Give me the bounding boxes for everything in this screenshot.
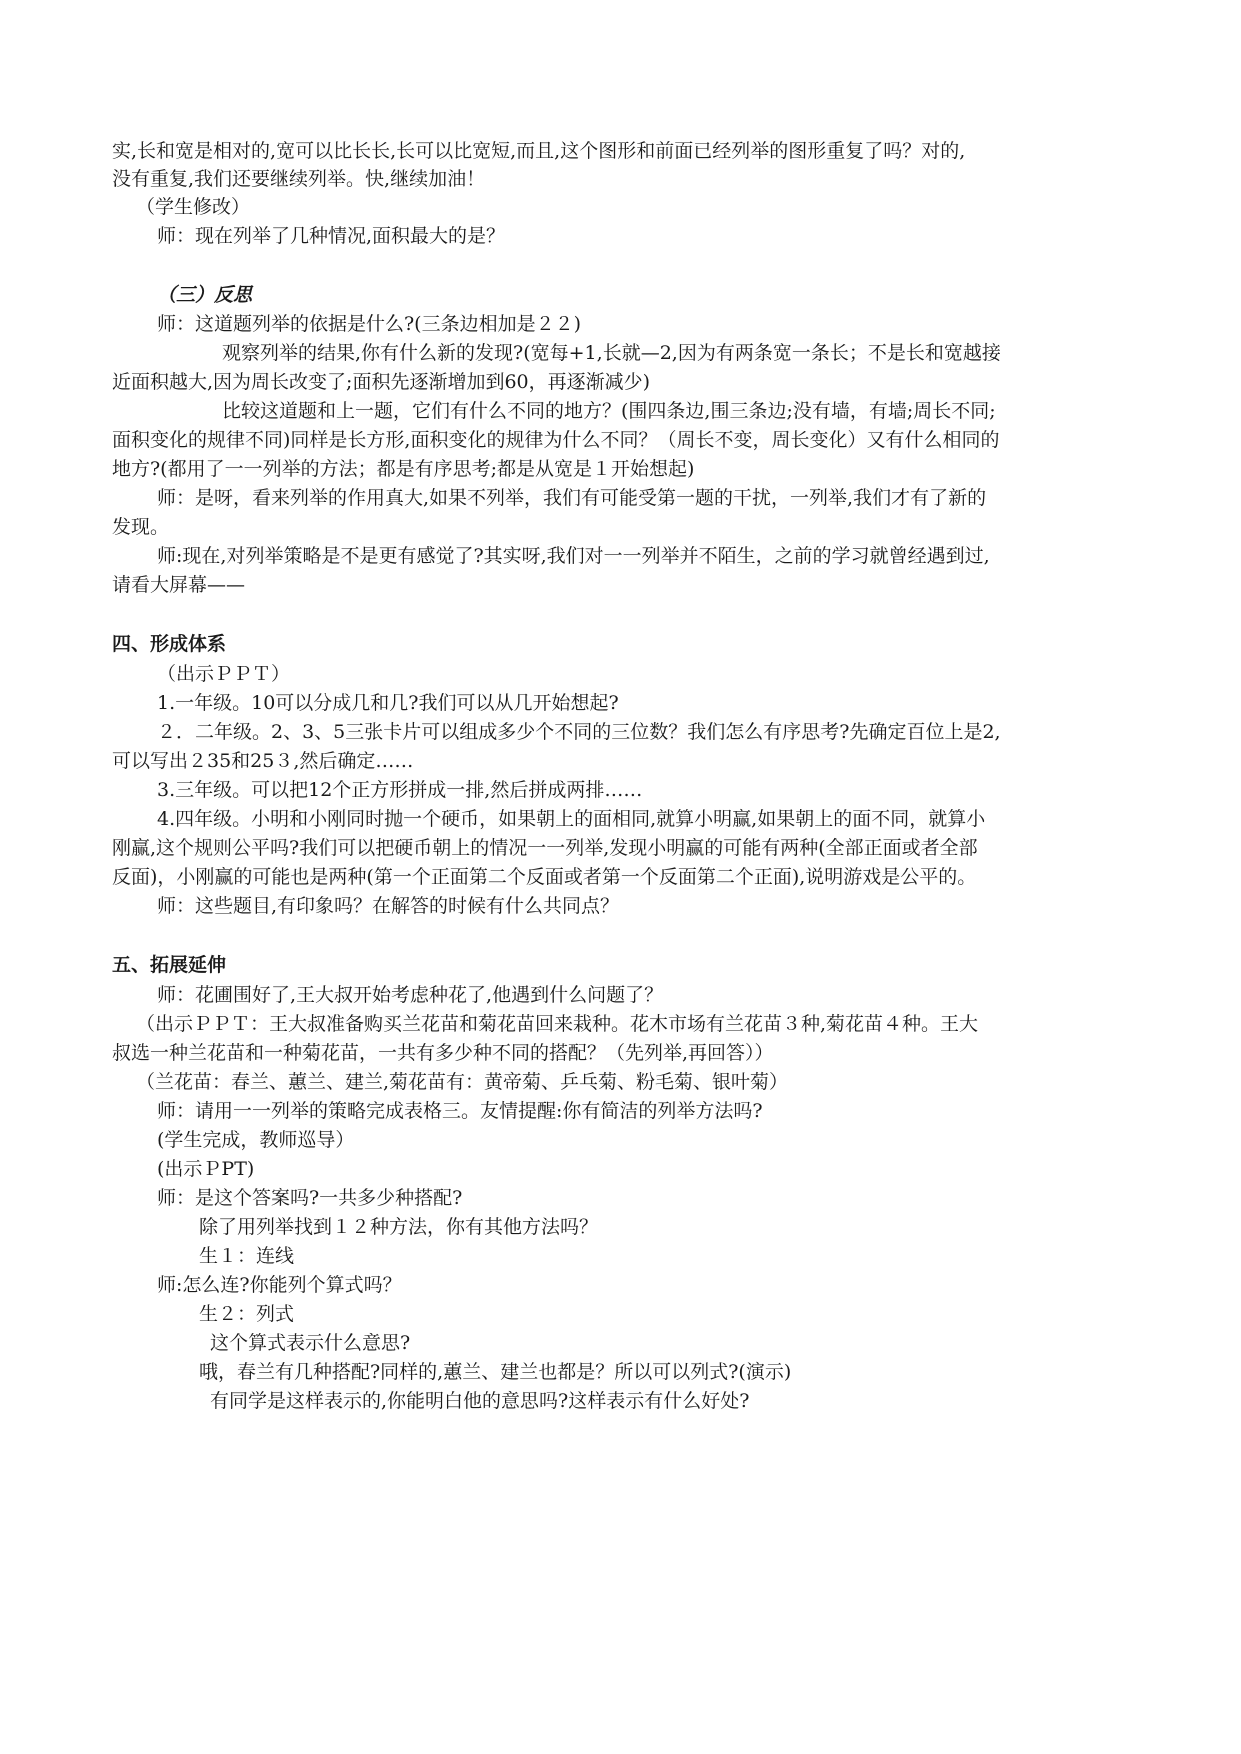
para-line: （学生修改） (136, 196, 251, 218)
para-line: (学生完成，教师巡导） (157, 1129, 355, 1151)
para-line: 师：花圃围好了,王大叔开始考虑种花了,他遇到什么问题了？ (157, 984, 664, 1006)
para-line: 近面积越大,因为周长改变了;面积先逐渐增加到60，再逐渐减少) (112, 371, 651, 393)
para-line: 师：是这个答案吗?一共多少种搭配? (157, 1187, 463, 1209)
para-line: 有同学是这样表示的,你能明白他的意思吗?这样表示有什么好处? (210, 1390, 750, 1412)
section-heading-system: 四、形成体系 (112, 633, 227, 655)
para-line: 面积变化的规律不同)同样是长方形,面积变化的规律为什么不同？（周长不变，周长变化）又有什么相同的 (112, 429, 1000, 451)
para-line: 除了用列举找到１２种方法，你有其他方法吗？ (199, 1216, 599, 1238)
para-line: 3.三年级。可以把12个正方形拼成一排,然后拼成两排…… (157, 779, 643, 801)
para-line: （兰花苗：春兰、蕙兰、建兰,菊花苗有：黄帝菊、乒乓菊、粉毛菊、银叶菊） (136, 1071, 789, 1093)
para-line: 刚赢,这个规则公平吗?我们可以把硬币朝上的情况一一列举,发现小明赢的可能有两种(全部正面或者全部 (112, 837, 978, 859)
para-line: 1.一年级。10可以分成几和几?我们可以从几开始想起? (157, 692, 619, 714)
para-line: 生１：连线 (199, 1245, 295, 1267)
para-line: 实,长和宽是相对的,宽可以比长长,长可以比宽短,而且,这个图形和前面已经列举的图形重复了吗？对的, (112, 140, 966, 162)
para-line: 师：请用一一列举的策略完成表格三。友情提醒:你有简洁的列举方法吗? (157, 1100, 763, 1122)
para-line: 这个算式表示什么意思? (210, 1332, 411, 1354)
para-line: 师：这道题列举的依据是什么?(三条边相加是２２) (157, 313, 582, 335)
section-heading-reflection: （三）反思 (157, 284, 253, 306)
para-line: 没有重复,我们还要继续列举。快,继续加油！ (112, 168, 486, 190)
para-line: 地方?(都用了一一列举的方法；都是有序思考;都是从宽是１开始想起) (112, 458, 695, 480)
para-line: (出示ＰPT) (157, 1158, 255, 1180)
para-line: 叔选一种兰花苗和一种菊花苗，一共有多少种不同的搭配？（先列举,再回答）） (112, 1042, 774, 1064)
para-line: 哦，春兰有几种搭配?同样的,蕙兰、建兰也都是？所以可以列式?(演示) (199, 1361, 792, 1383)
para-line: 请看大屏幕—— (112, 574, 246, 596)
para-line: 师：是呀，看来列举的作用真大,如果不列举，我们有可能受第一题的干扰，一列举,我们才有了新的 (157, 487, 987, 509)
para-line: 师：这些题目,有印象吗？在解答的时候有什么共同点？ (157, 895, 620, 917)
para-line: 可以写出２35和25３,然后确定…… (112, 750, 414, 772)
para-line: 师:怎么连?你能列个算式吗？ (157, 1274, 402, 1296)
para-line: 4.四年级。小明和小刚同时抛一个硬币，如果朝上的面相同,就算小明赢,如果朝上的面不同，就算小 (157, 808, 986, 830)
para-line: 反面)，小刚赢的可能也是两种(第一个正面第二个反面或者第一个反面第二个正面),说明游戏是公平的。 (112, 866, 977, 888)
para-line: 师：现在列举了几种情况,面积最大的是？ (157, 225, 506, 247)
section-heading-extension: 五、拓展延伸 (112, 954, 227, 976)
para-line: 比较这道题和上一题，它们有什么不同的地方？(围四条边,围三条边;没有墙，有墙;周长不同; (222, 400, 996, 422)
para-line: 观察列举的结果,你有什么新的发现?(宽每+1,长就—2,因为有两条宽一条长；不是长和宽越接 (222, 342, 1001, 364)
para-line: 生２：列式 (199, 1303, 295, 1325)
para-line: （出示ＰＰＴ） (157, 663, 291, 685)
para-line: 师:现在,对列举策略是不是更有感觉了?其实呀,我们对一一列举并不陌生，之前的学习就曾经遇到过, (157, 545, 990, 567)
para-line: 发现。 (112, 516, 170, 538)
para-line: ２．二年级。2、3、5三张卡片可以组成多少个不同的三位数？我们怎么有序思考?先确定百位上是2, (157, 721, 1001, 743)
para-line: （出示ＰＰＴ：王大叔准备购买兰花苗和菊花苗回来栽种。花木市场有兰花苗３种,菊花苗４种。王大 (136, 1013, 979, 1035)
